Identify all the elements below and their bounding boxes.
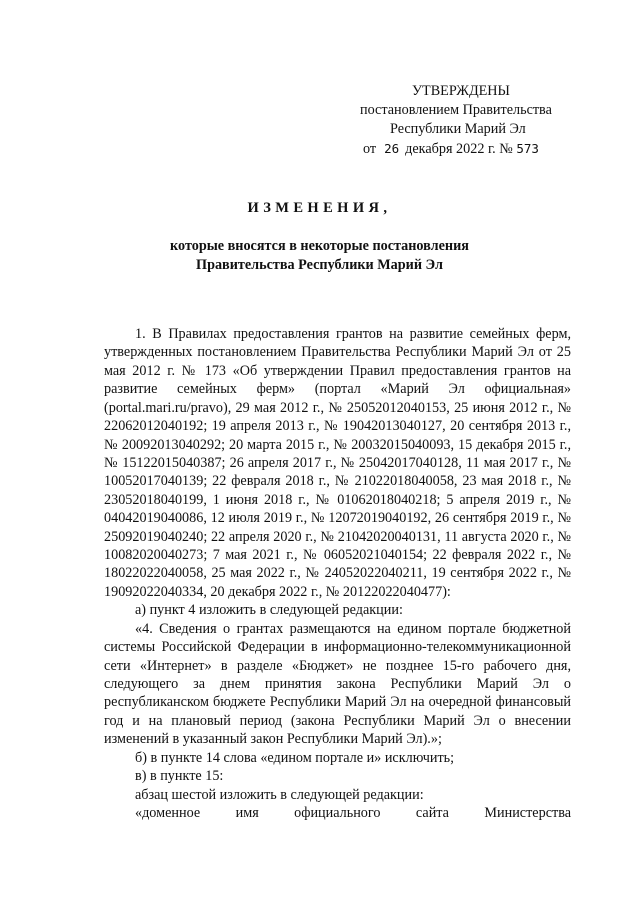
date-prefix: от: [363, 141, 377, 157]
paragraph-5: в) в пункте 15:: [135, 768, 224, 785]
paragraph-3: «4. Сведения о грантах размещаются на едином портале бюджетной системы Российской Федерации в информационно-телекоммуникационной сети «Интернет» в разделе «Бюджет» не позднее 15-го рабочего дня, следующего за днем принятия закона Республики Марий Эл о республиканском бюджете Республики Марий Эл на очередной финансовый год и на плановый период (закона Республики Марий Эл о внесении изменений в указанный закон Республики Марий Эл).»;: [104, 620, 571, 748]
date-rest: декабря 2022 г. №: [405, 141, 513, 157]
document-body: [104, 325, 571, 822]
paragraph-6: абзац шестой изложить в следующей редакции:: [135, 786, 424, 803]
document-title: ИЗМЕНЕНИЯ,: [247, 200, 392, 216]
approval-republic-line: Республики Марий Эл: [390, 121, 526, 137]
paragraph-1: 1. В Правилах предоставления грантов на развитие семейных ферм, утвержденных постановлением Правительства Республики Марий Эл от 25 мая 2012 г. № 173 «Об утверждении Правил предоставления грантов на развитие семейных ферм» (портал «Марий Эл официальная» (portal.mari.ru/pravo), 29 мая 2012 г., № 25052012040153, 25 июня 2012 г., № 22062012040192; 19 апреля 2013 г., № 19042013040127, 20 сентября 2013 г., № 20092013040292; 20 марта 2015 г., № 20032015040093, 15 декабря 2015 г., № 15122015040387; 26 апреля 2017 г., № 25042017040128, 11 мая 2017 г., № 10052017040139; 22 февраля 2018 г., № 21022018040058, 23 мая 2018 г., № 23052018040199, 1 июня 2018 г., № 01062018040218; 5 апреля 2019 г., № 04042019040086, 12 июля 2019 г., № 12072019040192, 26 сентября 2019 г., № 25092019040240; 22 апреля 2020 г., № 21042020040131, 11 августа 2020 г., № 10082020040273; 7 мая 2021 г., № 06052021040154; 22 февраля 2022 г., № 18022022040058, 25 мая 2022 г., № 24052022040211, 19 сентября 2022 г., № 19092022040334, 20 декабря 2022 г., № 20122022040477):: [104, 326, 571, 600]
subtitle-line-1: которые вносятся в некоторые постановления: [170, 238, 469, 254]
document-subtitle: [0, 237, 639, 274]
approval-title: УТВЕРЖДЕНЫ: [412, 83, 510, 99]
handwritten-number: 573: [516, 141, 539, 156]
approval-resolution-line: постановлением Правительства: [360, 102, 552, 118]
handwritten-day: 26: [384, 141, 400, 156]
approval-block: [360, 82, 590, 159]
paragraph-7: «доменное имя официального сайта Министерства: [135, 804, 571, 821]
approval-date-line: [360, 139, 590, 159]
paragraph-4: б) в пункте 14 слова «едином портале и» исключить;: [135, 749, 455, 766]
subtitle-line-2: Правительства Республики Марий Эл: [196, 256, 443, 273]
paragraph-2: а) пункт 4 изложить в следующей редакции:: [135, 602, 403, 619]
